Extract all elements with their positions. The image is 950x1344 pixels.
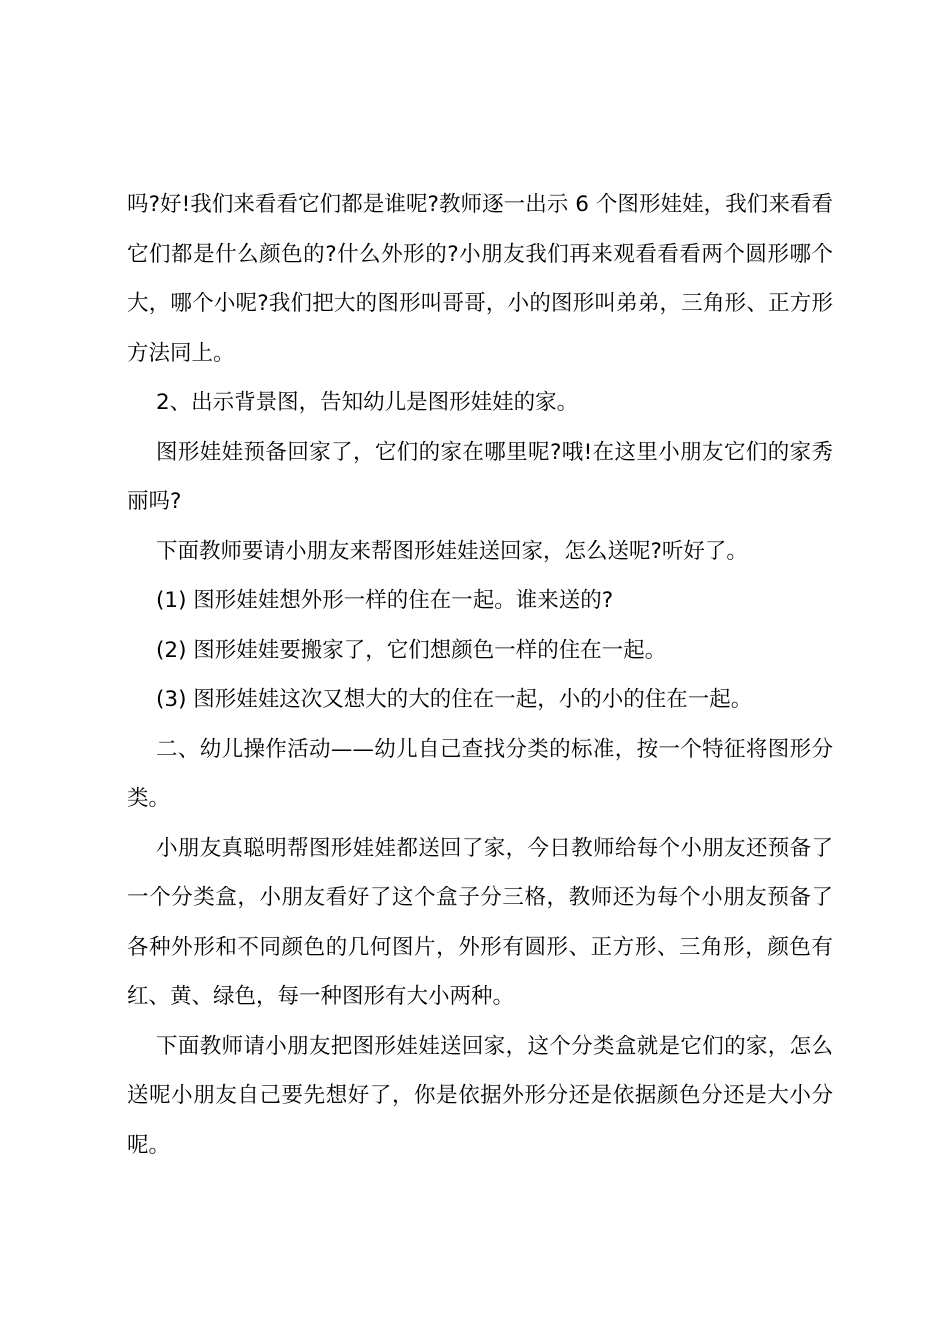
paragraph-4: 下面教师要请小朋友来帮图形娃娃送回家，怎么送呢?听好了。 [156,538,748,564]
paragraph-8: 二、幼儿操作活动——幼儿自己查找分类的标准，按一个特征将图形分类。 [127,736,833,811]
paragraph-2: 2、出示背景图，告知幼儿是图形娃娃的家。 [156,390,579,415]
paragraph-5: (1) 图形娃娃想外形一样的住在一起。谁来送的? [156,588,614,613]
document-body [127,180,833,1170]
paragraph-9: 小朋友真聪明帮图形娃娃都送回了家，今日教师给每个小朋友还预备了一个分类盒，小朋友看好了这个盒子分三格，教师还为每个小朋友预备了各种外形和不同颜色的几何图片，外形有圆形、正方形、三角形，颜色有红、黄、绿色，每一种图形有大小两种。 [127,835,833,1009]
paragraph-3: 图形娃娃预备回家了，它们的家在哪里呢?哦!在这里小朋友它们的家秀丽吗? [127,439,833,514]
paragraph-10: 下面教师请小朋友把图形娃娃送回家，这个分类盒就是它们的家，怎么送呢小朋友自己要先想好了，你是依据外形分还是依据颜色分还是大小分呢。 [127,1033,833,1158]
paragraph-1: 吗?好!我们来看看它们都是谁呢?教师逐一出示 6 个图形娃娃，我们来看看它们都是什么颜色的?什么外形的?小朋友我们再来观看看看两个圆形哪个大，哪个小呢?我们把大的图形叫哥哥，小的图形叫弟弟，三角形、正方形方法同上。 [127,192,833,366]
paragraph-6: (2) 图形娃娃要搬家了，它们想颜色一样的住在一起。 [156,637,667,663]
paragraph-7: (3) 图形娃娃这次又想大的大的住在一起，小的小的住在一起。 [156,687,753,712]
